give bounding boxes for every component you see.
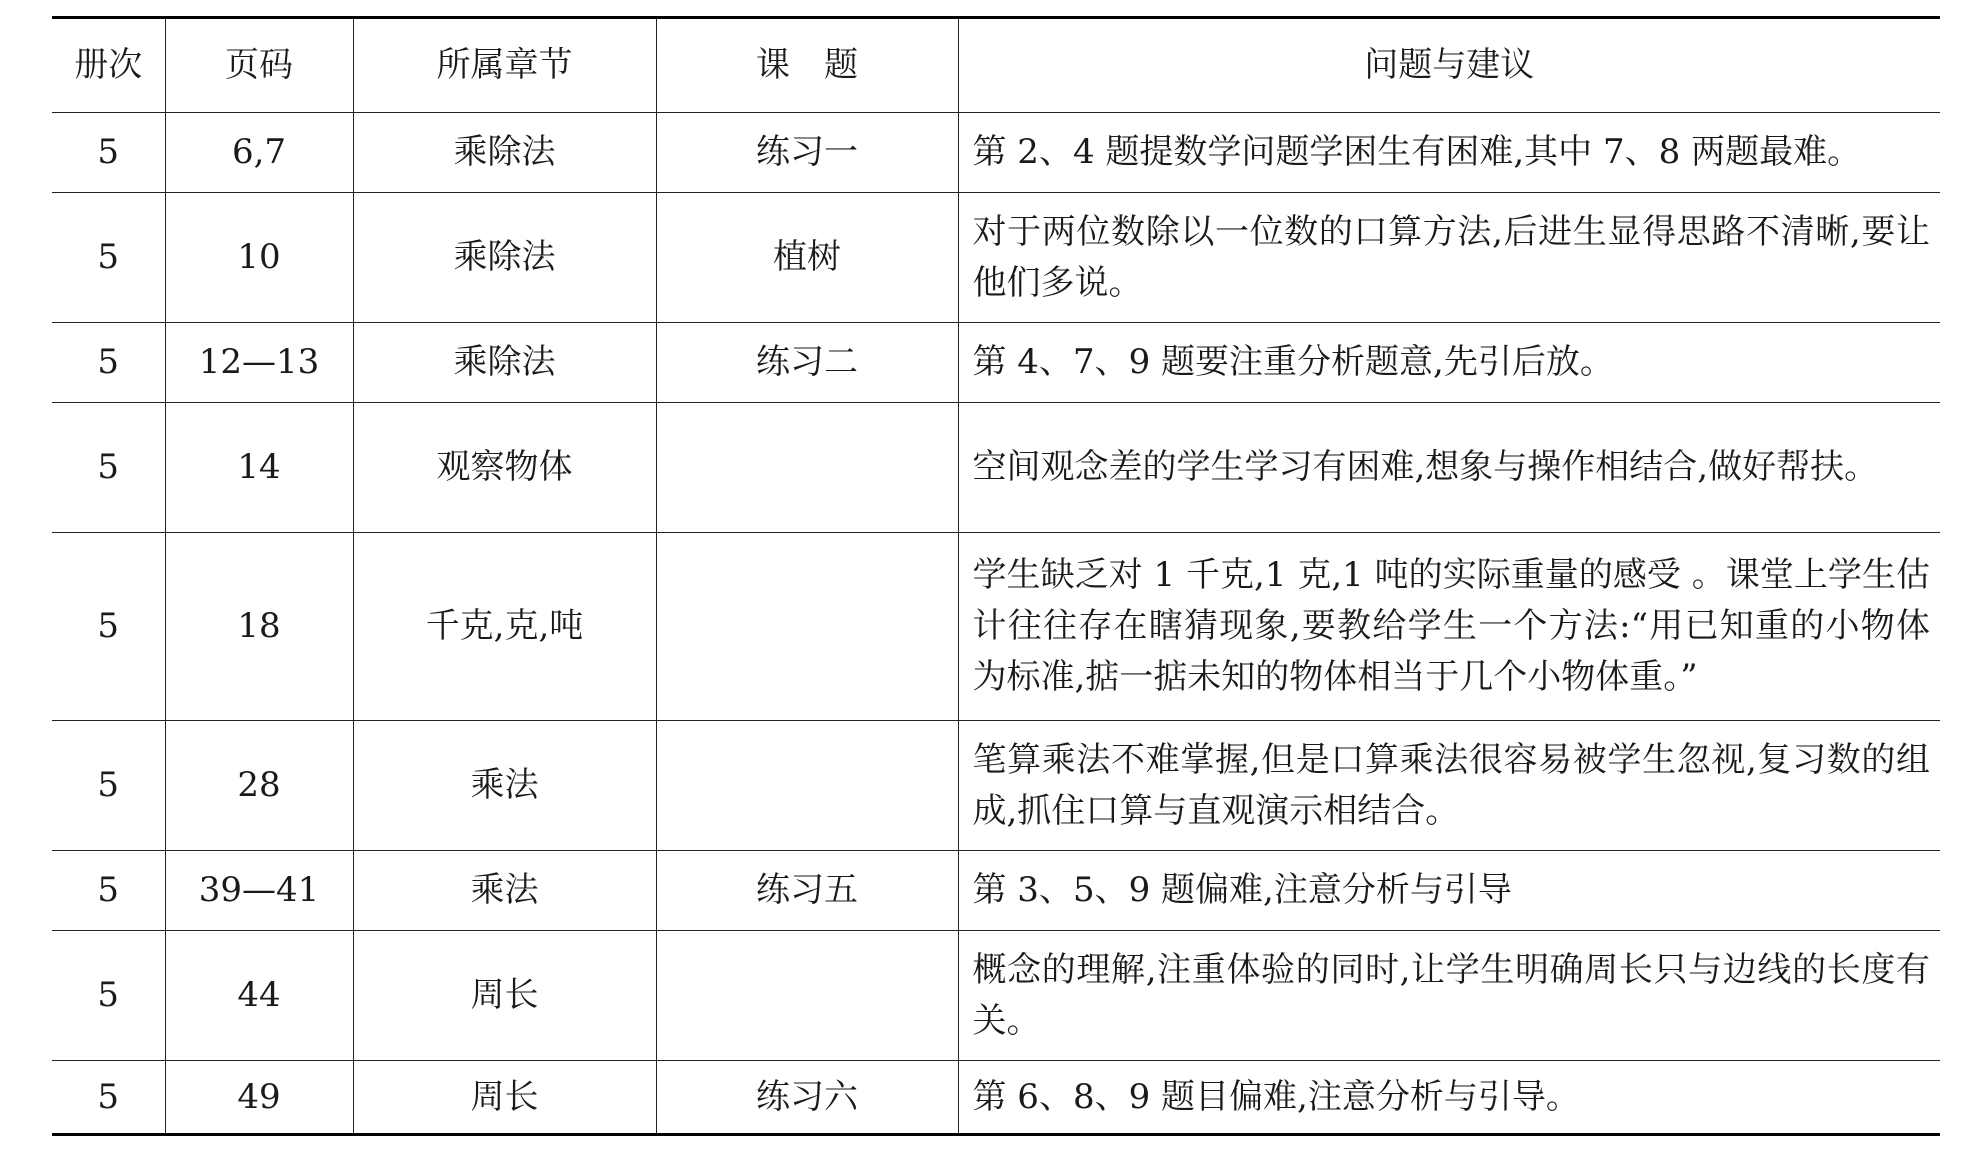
cell-chapter: 周长	[353, 1061, 656, 1135]
table-row	[52, 851, 1940, 931]
table-row	[52, 113, 1940, 193]
cell-pages: 18	[165, 533, 353, 721]
table-row	[52, 1061, 1940, 1135]
cell-topic	[656, 403, 958, 533]
cell-chapter: 乘除法	[353, 323, 656, 403]
header-volume: 册次	[52, 18, 165, 113]
cell-chapter: 千克,克,吨	[353, 533, 656, 721]
cell-pages: 14	[165, 403, 353, 533]
cell-chapter: 观察物体	[353, 403, 656, 533]
cell-note: 笔算乘法不难掌握,但是口算乘法很容易被学生忽视,复习数的组成,抓住口算与直观演示相结合。	[958, 721, 1940, 851]
cell-volume: 5	[97, 1076, 120, 1117]
cell-note: 对于两位数除以一位数的口算方法,后进生显得思路不清晰,要让他们多说。	[958, 193, 1940, 323]
table-row	[52, 403, 1940, 533]
header-chapter: 所属章节	[353, 18, 656, 113]
cell-chapter: 周长	[353, 931, 656, 1061]
cell-volume: 5	[52, 193, 165, 323]
cell-pages: 44	[165, 931, 353, 1061]
table-row	[52, 533, 1940, 721]
cell-pages: 6,7	[165, 113, 353, 193]
cell-pages: 28	[165, 721, 353, 851]
cell-chapter: 乘除法	[353, 193, 656, 323]
table-row	[52, 721, 1940, 851]
cell-volume: 5	[52, 323, 165, 403]
cell-topic	[656, 931, 958, 1061]
cell-volume: 5	[52, 533, 165, 721]
table-row	[52, 323, 1940, 403]
header-topic: 课 题	[656, 18, 958, 113]
cell-pages: 10	[165, 193, 353, 323]
cell-note: 第 6、8、9 题目偏难,注意分析与引导。	[958, 1061, 1940, 1135]
cell-topic: 练习二	[656, 323, 958, 403]
cell-topic	[656, 533, 958, 721]
cell-chapter: 乘法	[353, 721, 656, 851]
cell-note: 空间观念差的学生学习有困难,想象与操作相结合,做好帮扶。	[958, 403, 1940, 533]
header-notes: 问题与建议	[958, 18, 1940, 113]
cell-topic	[656, 721, 958, 851]
cell-note: 第 3、5、9 题偏难,注意分析与引导	[958, 851, 1940, 931]
cell-topic: 植树	[656, 193, 958, 323]
cell-volume: 5	[52, 113, 165, 193]
cell-volume: 5	[52, 851, 165, 931]
cell-volume: 5	[52, 403, 165, 533]
table-row	[52, 193, 1940, 323]
cell-note: 概念的理解,注重体验的同时,让学生明确周长只与边线的长度有关。	[958, 931, 1940, 1061]
table-row	[52, 931, 1940, 1061]
header-pages: 页码	[165, 18, 353, 113]
cell-note: 第 4、7、9 题要注重分析题意,先引后放。	[958, 323, 1940, 403]
cell-volume: 5	[52, 931, 165, 1061]
cell-chapter: 乘法	[353, 851, 656, 931]
cell-pages: 49	[165, 1061, 353, 1135]
curriculum-notes-table	[52, 16, 1940, 1136]
cell-pages: 12—13	[165, 323, 353, 403]
cell-topic: 练习五	[656, 851, 958, 931]
cell-topic: 练习一	[656, 113, 958, 193]
table-header	[52, 18, 1940, 113]
cell-topic: 练习六	[656, 1061, 958, 1135]
table-body	[52, 113, 1940, 1135]
cell-chapter: 乘除法	[353, 113, 656, 193]
cell-note: 第 2、4 题提数学问题学困生有困难,其中 7、8 两题最难。	[958, 113, 1940, 193]
cell-pages: 39—41	[165, 851, 353, 931]
cell-note: 学生缺乏对 1 千克,1 克,1 吨的实际重量的感受 。课堂上学生估计往往存在瞎猜现象,要教给学生一个方法:“用已知重的小物体为标准,掂一掂未知的物体相当于几个小物体重。”	[958, 533, 1940, 721]
header-row	[52, 18, 1940, 113]
cell-volume: 5	[52, 721, 165, 851]
